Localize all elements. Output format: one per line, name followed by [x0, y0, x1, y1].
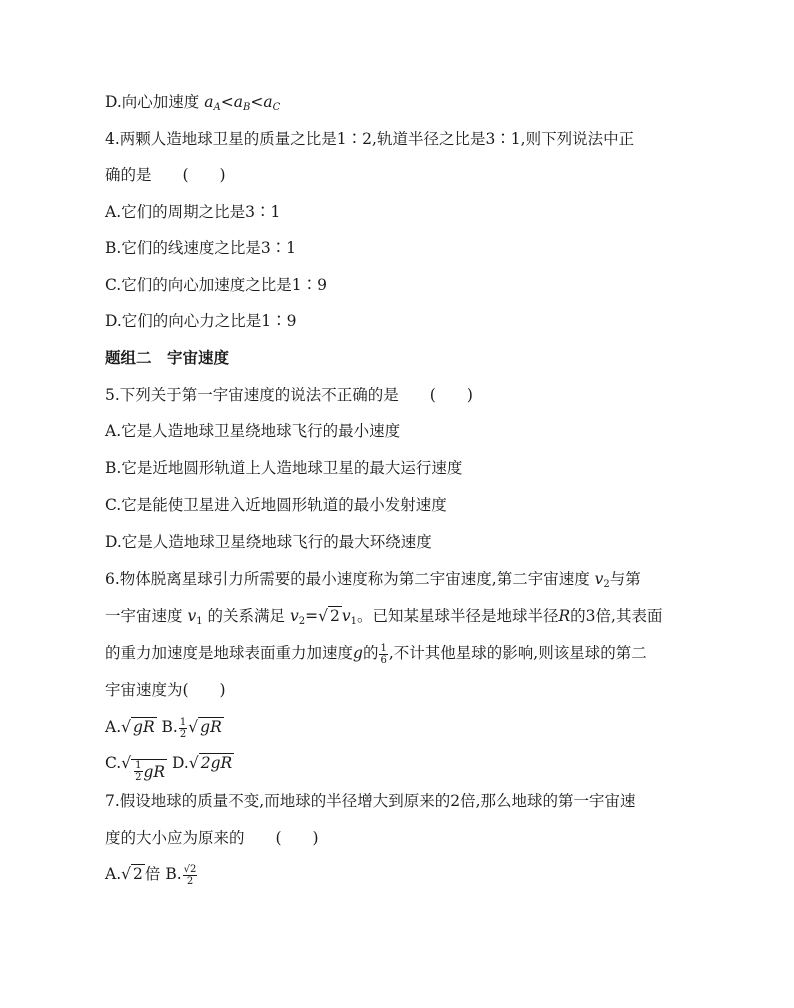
sqrt-half-gR: √ $\frac{1}{2}$ gR [121, 754, 166, 783]
q4-option-a: A.它们的周期之比是3∶1 [105, 203, 281, 221]
fraction-root2-over-2: $\frac{√2}{2}$ [183, 863, 197, 887]
q4-stem-line2: 确的是 ( ) [105, 166, 226, 184]
sqrt-2gR: √ 2gR [188, 754, 233, 772]
q6-stem-line4: 宇宙速度为( ) [105, 681, 226, 699]
sqrt-gR: √ gR [121, 718, 155, 736]
q5-stem: 5.下列关于第一宇宙速度的说法不正确的是 ( ) [105, 386, 473, 404]
fraction-one-sixth: $\frac{1}{6}$ [380, 642, 387, 666]
q4-option-c: C.它们的向心加速度之比是1∶9 [105, 276, 327, 294]
q7-stem-line2: 度的大小应为原来的 ( ) [105, 829, 319, 847]
q7-stem-line1: 7.假设地球的质量不变,而地球的半径增大到原来的2倍,那么地球的第一宇宙速 [105, 792, 636, 810]
q4-stem-line1: 4.两颗人造地球卫星的质量之比是1∶2,轨道半径之比是3∶1,则下列说法中正 [105, 130, 635, 148]
q5-option-d: D.它是人造地球卫星绕地球飞行的最大环绕速度 [105, 533, 432, 551]
fraction-one-half: $\frac{1}{2}$ [179, 716, 187, 740]
q3-option-d-text: D.向心加速度 [105, 93, 205, 111]
q5-option-c: C.它是能使卫星进入近地圆形轨道的最小发射速度 [105, 496, 447, 514]
sqrt-2-option: √ 2 [121, 865, 143, 883]
sqrt-2: √ 2 [318, 607, 340, 625]
q6-stem-line1: 6.物体脱离星球引力所需要的最小速度称为第二宇宙速度,第二宇宙速度 v2与第 [105, 570, 641, 590]
q6-options-cd: C.√ $\frac{1}{2}$ gR D.√ 2gR [105, 754, 233, 783]
q4-option-d: D.它们的向心力之比是1∶9 [105, 312, 297, 330]
accel-a: a [204, 93, 214, 111]
section-heading: 题组二 宇宙速度 [105, 349, 230, 367]
q6-stem-line2: 一宇宙速度 v1 的关系满足 v2=√ 2 v1。已知某星球半径是地球半径R的3倍,其表面 [105, 607, 663, 627]
q7-options-ab: A.√ 2 倍 B. $\frac{√2}{2}$ [105, 863, 197, 887]
q4-option-b: B.它们的线速度之比是3∶1 [105, 239, 297, 257]
q5-option-a: A.它是人造地球卫星绕地球飞行的最小速度 [105, 422, 401, 440]
q5-option-b: B.它是近地圆形轨道上人造地球卫星的最大运行速度 [105, 459, 463, 477]
q6-stem-line3: 的重力加速度是地球表面重力加速度g的 $\frac{1}{6}$ ,不计其他星球的影响,则该星球的第二 [105, 642, 647, 666]
q3-option-d: D.向心加速度 $a_A<a_B<a_C$ [105, 93, 281, 113]
q6-options-ab: A.√ gR B. $\frac{1}{2}$ √ gR [105, 716, 222, 740]
